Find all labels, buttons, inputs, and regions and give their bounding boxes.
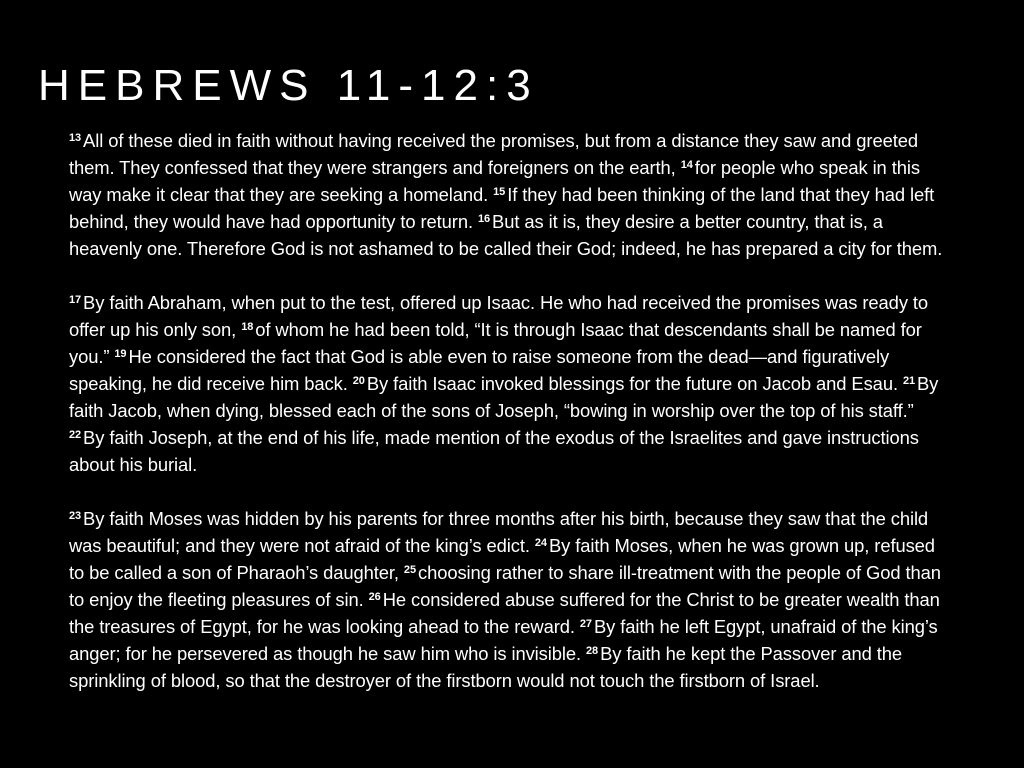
verse-text: By faith he left Egypt, unafraid of the king’s anger; for he persevered as though he saw him who is invisible. — [69, 616, 938, 664]
verse-number: 23 — [69, 510, 82, 522]
verse-number: 25 — [403, 564, 416, 576]
scripture-paragraph — [69, 505, 949, 694]
verse-number: 13 — [69, 132, 82, 144]
verse-number: 14 — [680, 159, 693, 171]
verse-text: All of these died in faith without having received the promises, but from a distance they saw and greeted them. They confessed that they were strangers and foreigners on the earth, — [69, 130, 918, 178]
verse-text: By faith Joseph, at the end of his life, made mention of the exodus of the Israelites and gave instructions about his burial. — [69, 427, 919, 475]
scripture-paragraph — [69, 289, 949, 478]
verse-text: He considered abuse suffered for the Christ to be greater wealth than the treasures of Egypt, for he was looking ahead to the reward. — [69, 589, 940, 637]
verse-text: But as it is, they desire a better country, that is, a heavenly one. Therefore God is not ashamed to be called their God; indeed, he has prepared a city for them. — [69, 211, 943, 259]
scripture-body — [69, 127, 949, 694]
scripture-paragraph — [69, 127, 949, 262]
verse-text: By faith Abraham, when put to the test, offered up Isaac. He who had received the promises was ready to offer up his only son, — [69, 292, 929, 340]
verse-text: of whom he had been told, “It is through Isaac that descendants shall be named for you.” — [69, 319, 922, 367]
verse-text: choosing rather to share ill-treatment with the people of God than to enjoy the fleeting pleasures of sin. — [69, 562, 941, 610]
verse-number: 27 — [579, 618, 592, 630]
verse-number: 20 — [352, 375, 365, 387]
verse-number: 21 — [902, 375, 916, 387]
verse-number: 17 — [69, 294, 82, 306]
verse-number: 15 — [493, 186, 506, 198]
verse-text: By faith Moses, when he was grown up, refused to be called a son of Pharaoh’s daughter, — [69, 535, 935, 583]
verse-text: By faith he kept the Passover and the sprinkling of blood, so that the destroyer of the firstborn would not touch the firstborn of Israel. — [69, 643, 903, 691]
verse-number: 18 — [241, 321, 254, 333]
verse-text: If they had been thinking of the land that they had left behind, they would have had opportunity to return. — [69, 184, 935, 232]
verse-text: By faith Jacob, when dying, blessed each of the sons of Joseph, “bowing in worship over the top of his staff.” — [69, 373, 939, 421]
verse-number: 28 — [586, 645, 599, 657]
verse-text: He considered the fact that God is able even to raise someone from the dead—and figuratively speaking, he did receive him back. — [69, 346, 890, 394]
verse-text: By faith Isaac invoked blessings for the future on Jacob and Esau. — [366, 373, 898, 394]
verse — [353, 373, 898, 394]
verse-number: 16 — [477, 213, 491, 225]
verse-text: By faith Moses was hidden by his parents for three months after his birth, because they saw that the child was beautiful; and they were not afraid of the king’s edict. — [69, 508, 929, 556]
verse-number: 24 — [534, 537, 547, 549]
verse-text: for people who speak in this way make it clear that they are seeking a homeland. — [69, 157, 920, 205]
slide-title: HEBREWS 11-12:3 — [38, 61, 539, 110]
verse-number: 26 — [368, 591, 381, 603]
verse — [69, 427, 919, 475]
verse-number: 19 — [114, 348, 127, 360]
verse-number: 22 — [69, 429, 82, 441]
